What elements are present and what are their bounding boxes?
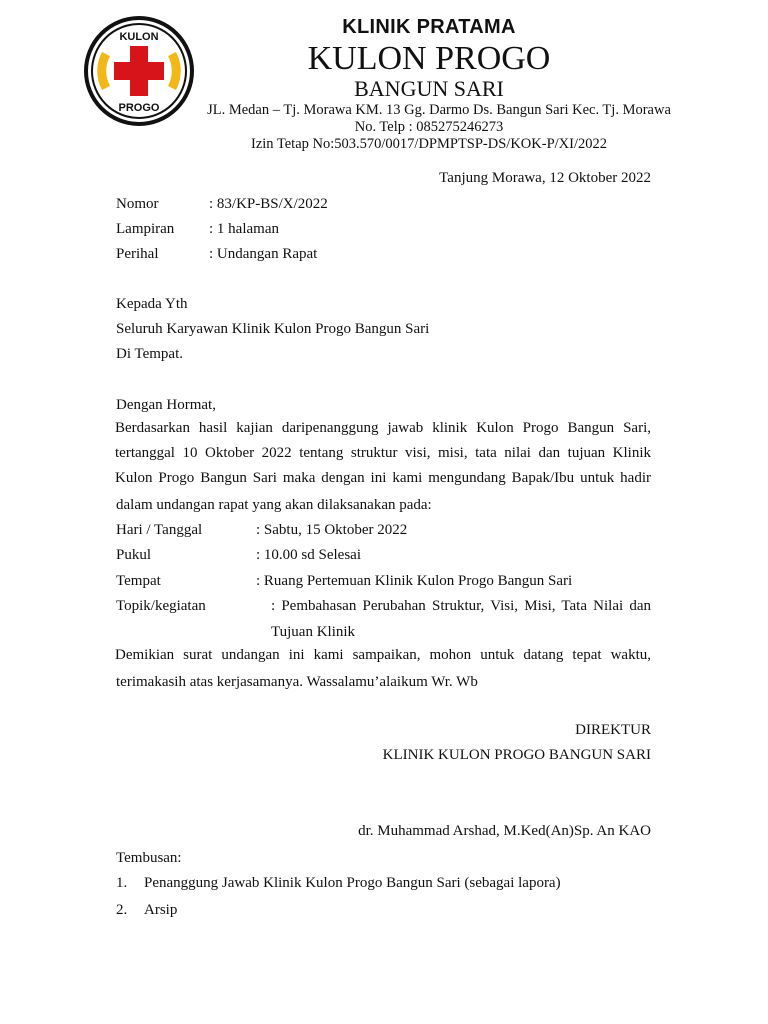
closing-line-1: Demikian surat undangan ini kami sampaikan, mohon untuk datang tepat waktu,	[115, 647, 651, 663]
logo-yellow-arc-left	[102, 54, 106, 88]
detail-value-topic: : Pembahasan Perubahan Struktur, Visi, Misi, Tata Nilai dan	[271, 598, 651, 614]
greeting: Dengan Hormat,	[116, 397, 216, 413]
cc-item-1-text: Penanggung Jawab Klinik Kulon Progo Bangun Sari (sebagai lapora)	[144, 875, 561, 891]
body-line-1: Berdasarkan hasil kajian daripenanggung jawab klinik Kulon Progo Bangun Sari,	[115, 420, 651, 436]
letterhead-line1: KLINIK PRATAMA	[342, 16, 516, 38]
cc-heading: Tembusan:	[116, 850, 182, 866]
meta-label-lampiran: Lampiran	[116, 221, 175, 237]
detail-value-time: : 10.00 sd Selesai	[256, 547, 361, 563]
letterhead-line3: BANGUN SARI	[354, 76, 504, 101]
logo-cross-horizontal	[114, 62, 164, 80]
signature-org: KLINIK KULON PROGO BANGUN SARI	[382, 747, 651, 763]
signature-title: DIREKTUR	[575, 722, 651, 738]
cc-item-2-num: 2.	[116, 902, 128, 918]
detail-value-place: : Ruang Pertemuan Klinik Kulon Progo Bangun Sari	[256, 573, 573, 589]
meta-label-perihal: Perihal	[116, 246, 159, 262]
cc-item-1-num: 1.	[116, 875, 128, 891]
letterhead-phone: No. Telp : 085275246273	[354, 119, 504, 135]
logo-text-top: KULON	[119, 31, 159, 43]
detail-value-date: : Sabtu, 15 Oktober 2022	[256, 522, 408, 538]
recipient-line2: Seluruh Karyawan Klinik Kulon Progo Bangun Sari	[116, 321, 430, 337]
detail-label-date: Hari / Tanggal	[116, 522, 203, 538]
logo-text-bottom: PROGO	[118, 102, 160, 114]
signature-name: dr. Muhammad Arshad, M.Ked(An)Sp. An KAO	[358, 823, 651, 839]
closing-line-2: terimakasih atas kerjasamanya. Wassalamu’alaikum Wr. Wb	[116, 674, 478, 690]
letterhead-permit: Izin Tetap No:503.570/0017/DPMPTSP-DS/KOK-P/XI/2022	[251, 136, 607, 152]
body-line-3: Kulon Progo Bangun Sari maka dengan ini kami mengundang Bapak/Ibu untuk hadir	[115, 470, 651, 486]
recipient-line3: Di Tempat.	[116, 346, 183, 362]
meta-value-perihal: : Undangan Rapat	[209, 246, 318, 262]
letterhead-address: JL. Medan – Tj. Morawa KM. 13 Gg. Darmo Ds. Bangun Sari Kec. Tj. Morawa	[207, 102, 671, 118]
meta-value-nomor: : 83/KP-BS/X/2022	[209, 196, 328, 212]
meta-value-lampiran: : 1 halaman	[209, 221, 279, 237]
detail-value-topic-cont: Tujuan Klinik	[271, 624, 356, 640]
body-line-2: tertanggal 10 Oktober 2022 tentang struktur visi, misi, tata nilai dan tujuan Klinik	[115, 445, 651, 461]
cc-item-2-text: Arsip	[144, 902, 178, 918]
letterhead-line2: KULON PROGO	[307, 40, 551, 77]
meta-label-nomor: Nomor	[116, 196, 159, 212]
detail-label-time: Pukul	[116, 547, 152, 563]
logo-yellow-arc-right	[172, 54, 176, 88]
detail-label-place: Tempat	[116, 573, 161, 589]
recipient-line1: Kepada Yth	[116, 296, 188, 312]
detail-label-topic: Topik/kegiatan	[116, 598, 206, 614]
place-date: Tanjung Morawa, 12 Oktober 2022	[439, 170, 651, 186]
body-line-4: dalam undangan rapat yang akan dilaksanakan pada:	[116, 497, 432, 513]
